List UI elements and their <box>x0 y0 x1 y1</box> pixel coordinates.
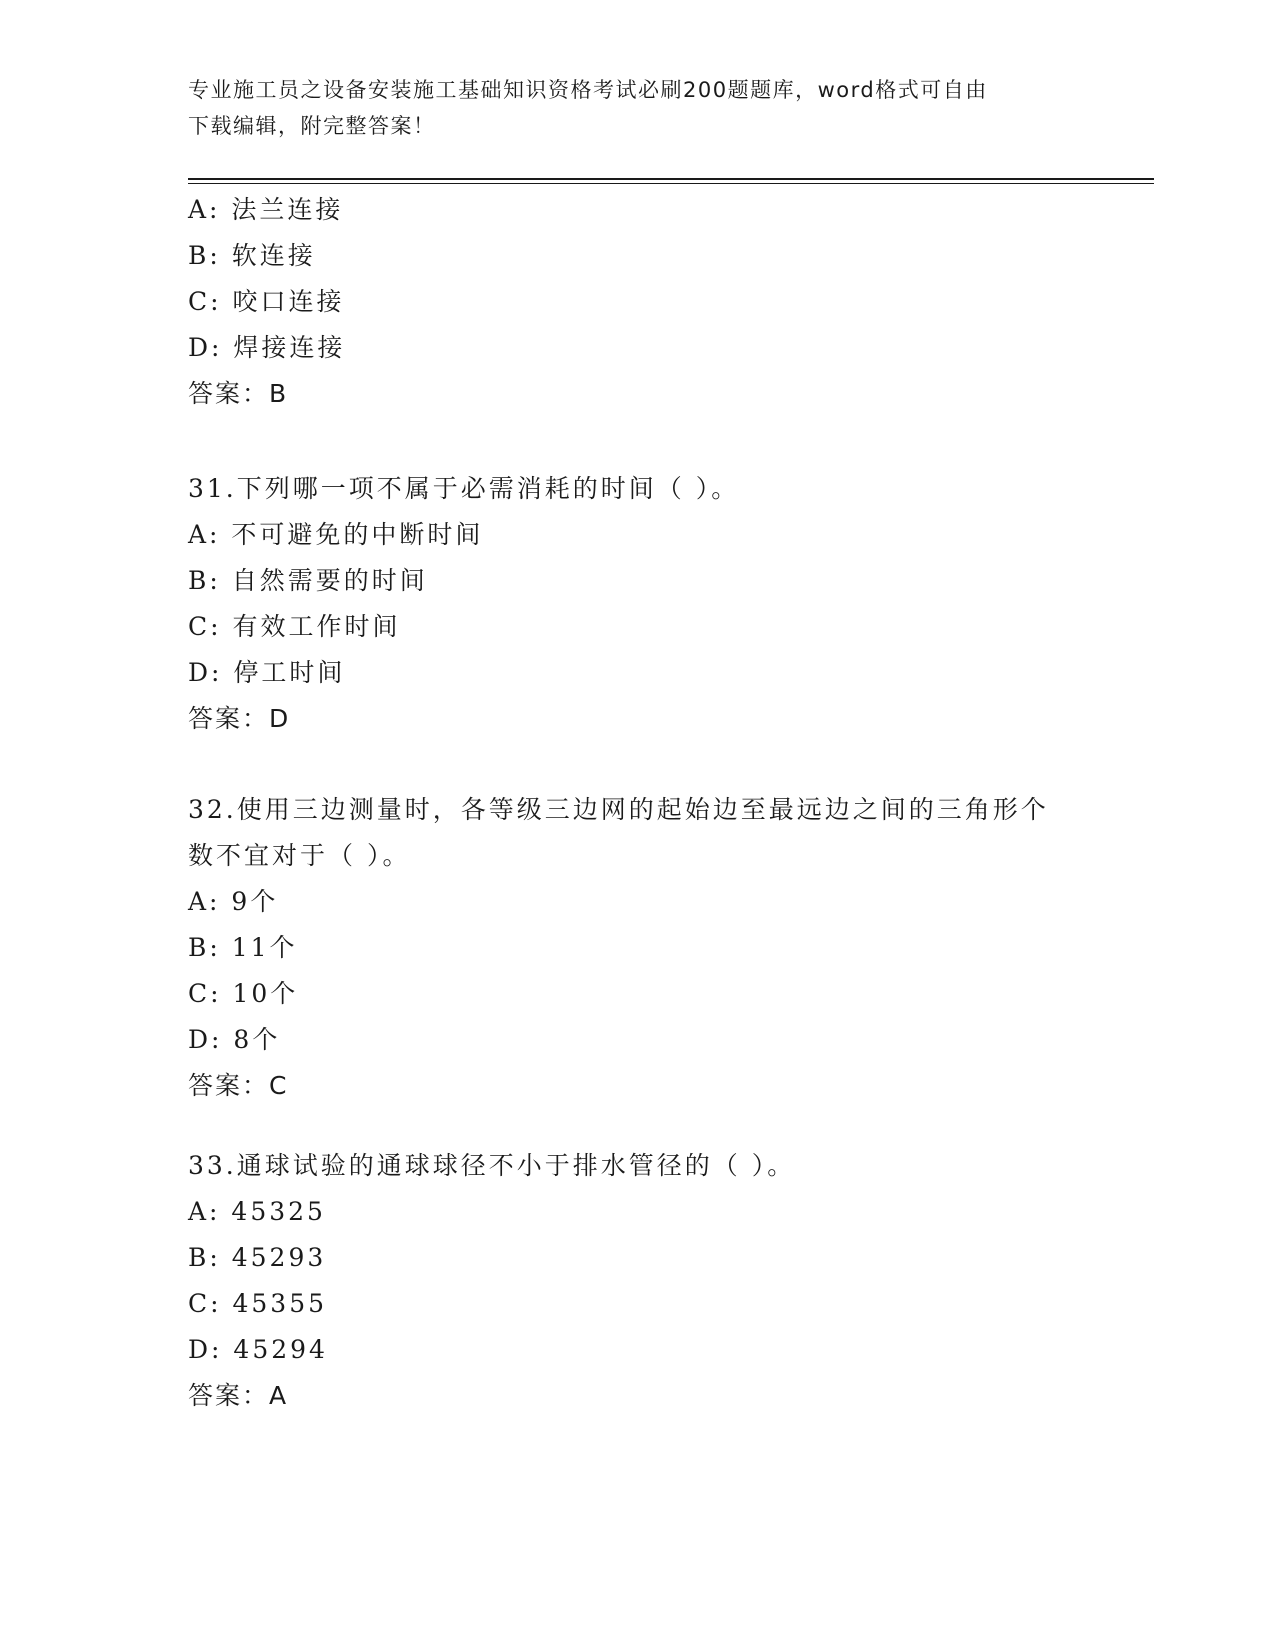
header-divider-thick <box>188 178 1154 180</box>
q31-question: 31.下列哪一项不属于必需消耗的时间（ ）。 <box>188 474 740 503</box>
q31-option-d: D: 停工时间 <box>188 658 346 687</box>
q32-answer: 答案：C <box>188 1071 289 1100</box>
q30-answer: 答案：B <box>188 379 289 408</box>
q33-option-c: C: 45355 <box>188 1289 328 1318</box>
q31-option-b: B: 自然需要的时间 <box>188 566 428 595</box>
q31-option-c: C: 有效工作时间 <box>188 612 401 641</box>
q32-option-a: A: 9个 <box>188 887 279 916</box>
question-33-block <box>188 1143 1108 1419</box>
q30-option-c: C: 咬口连接 <box>188 287 345 316</box>
q30-option-a: A: 法兰连接 <box>188 195 344 224</box>
header-line-1: 专业施工员之设备安装施工基础知识资格考试必刷200题题库，word格式可自由 <box>188 78 988 102</box>
q32-question-line-1: 32.使用三边测量时，各等级三边网的起始边至最远边之间的三角形个 <box>188 795 1049 824</box>
q33-question: 33.通球试验的通球球径不小于排水管径的（ ）。 <box>188 1151 796 1180</box>
q33-answer: 答案：A <box>188 1381 289 1410</box>
document-header <box>188 72 1088 144</box>
header-divider-thin <box>188 183 1154 184</box>
question-31-block <box>188 466 1108 742</box>
question-30-block <box>188 187 1108 417</box>
q33-option-a: A: 45325 <box>188 1197 326 1226</box>
q32-question-line-2: 数不宜对于（ ）。 <box>188 841 411 870</box>
q33-option-d: D: 45294 <box>188 1335 328 1364</box>
q32-option-b: B: 11个 <box>188 933 298 962</box>
header-line-2: 下载编辑，附完整答案！ <box>188 114 436 138</box>
q33-option-b: B: 45293 <box>188 1243 327 1272</box>
q31-option-a: A: 不可避免的中断时间 <box>188 520 484 549</box>
q31-answer: 答案：D <box>188 704 291 733</box>
q30-option-d: D: 焊接连接 <box>188 333 346 362</box>
question-32-block <box>188 787 1108 1109</box>
q32-option-d: D: 8个 <box>188 1025 281 1054</box>
q30-option-b: B: 软连接 <box>188 241 316 270</box>
q32-option-c: C: 10个 <box>188 979 299 1008</box>
